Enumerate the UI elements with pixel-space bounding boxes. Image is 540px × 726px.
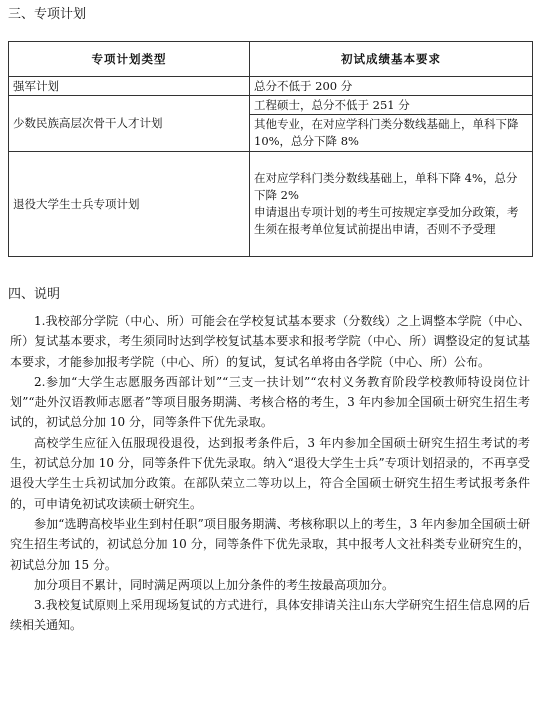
table-row — [9, 77, 533, 96]
paragraph: 参加“选聘高校毕业生到村任职”项目服务期满、考核称职以上的考生，3 年内参加全国硕士研究生招生考试的，初试总分加 10 分，同等条件下优先录取，其中报考人文社科类专业研究生的，初试总分加 15 分。 — [10, 516, 530, 572]
plan-type-cell: 少数民族高层次骨干人才计划 — [9, 96, 250, 152]
requirement-cell: 总分不低于 200 分 — [250, 77, 533, 96]
requirement-cell — [250, 152, 533, 257]
special-plan-table — [8, 41, 533, 257]
paragraph: 3.我校复试原则上采用现场复试的方式进行，具体安排请关注山东大学研究生招生信息网的后续相关通知。 — [10, 598, 530, 633]
requirement-text: 在对应学科门类分数线基础上，单科下降 4%，总分下降 2% — [254, 171, 518, 202]
requirement-note: 申请退出专项计划的考生可按规定享受加分政策，考生须在报考单位复试前提出申请，否则不予受理 — [254, 205, 519, 236]
header-plan-type: 专项计划类型 — [9, 42, 250, 77]
paragraph: 高校学生应征入伍服现役退役，达到报考条件后，3 年内参加全国硕士研究生招生考试的考生，初试总分加 10 分，同等条件下优先录取。纳入“退役大学生士兵”专项计划招录的，不再享受退役大学生士兵初试加分政策。在部队荣立二等功以上，符合全国硕士研究生招生考试报考条件的，可申请免初试攻读硕士研究生。 — [10, 435, 530, 511]
table-header-row — [9, 42, 533, 77]
paragraph: 1.我校部分学院（中心、所）可能会在学校复试基本要求（分数线）之上调整本学院（中心、所）复试基本要求，考生须同时达到学校复试基本要求和报考学院（中心、所）调整设定的复试基本要求，才能参加报考学院（中心、所）的复试，复试名单将由各学院（中心、所）公布。 — [10, 314, 530, 369]
plan-type-cell: 退役大学生士兵专项计划 — [9, 152, 250, 257]
header-requirement: 初试成绩基本要求 — [250, 42, 533, 77]
section-title-special-plans: 三、专项计划 — [8, 7, 87, 22]
section-title-notes: 四、说明 — [8, 287, 61, 302]
requirement-cell: 工程硕士，总分不低于 251 分 — [250, 96, 533, 115]
paragraph: 2.参加“大学生志愿服务西部计划”“三支一扶计划”“农村义务教育阶段学校教师特设岗位计划”“赴外汉语教师志愿者”等项目服务期满、考核合格的考生，3 年内参加全国硕士研究生招生考试的，初试总分加 10 分，同等条件下优先录取。 — [10, 374, 530, 430]
plan-type-cell: 强军计划 — [9, 77, 250, 96]
requirement-cell: 其他专业，在对应学科门类分数线基础上，单科下降 10%，总分下降 8% — [250, 115, 533, 152]
notes-body — [10, 311, 530, 636]
paragraph: 加分项目不累计，同时满足两项以上加分条件的考生按最高项加分。 — [34, 577, 395, 592]
table-row — [9, 152, 533, 257]
table-row — [9, 96, 533, 115]
